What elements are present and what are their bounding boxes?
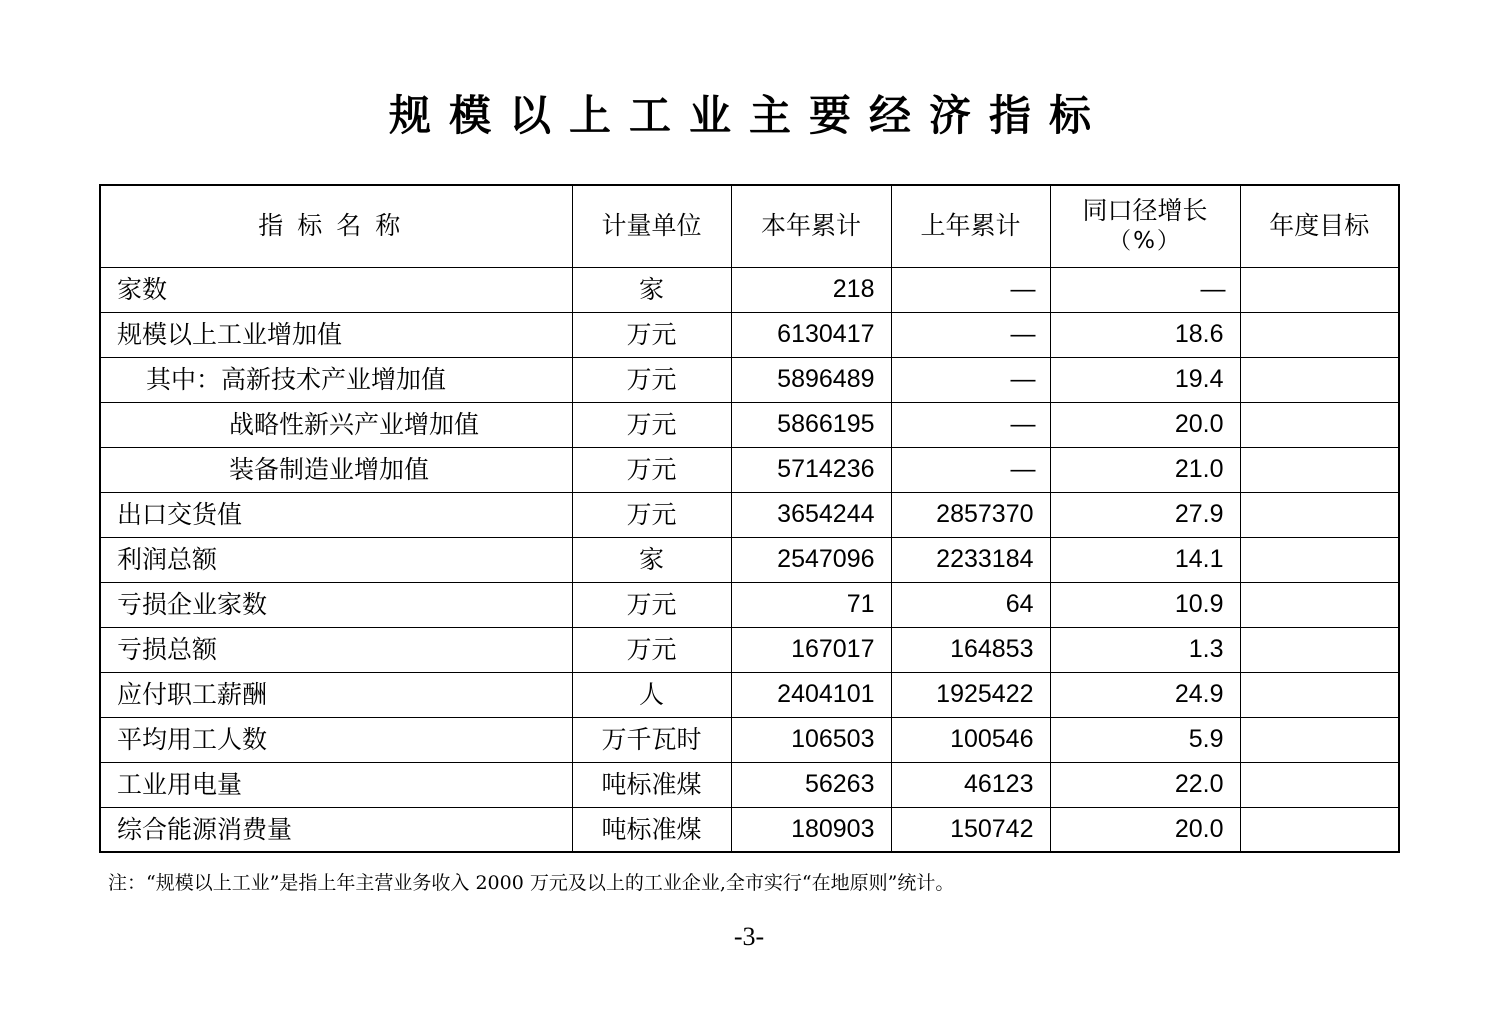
row-annual-target — [1240, 402, 1399, 447]
row-growth-value: 18.6 — [1050, 312, 1240, 357]
table-row — [100, 717, 1399, 762]
row-last-year-value: 164853 — [891, 627, 1050, 672]
row-unit: 万元 — [572, 492, 731, 537]
row-unit: 万千瓦时 — [572, 717, 731, 762]
row-indicator-name: 战略性新兴产业增加值 — [100, 402, 572, 447]
row-unit: 吨标准煤 — [572, 807, 731, 852]
row-current-year-value: 6130417 — [731, 312, 891, 357]
row-last-year-value: 100546 — [891, 717, 1050, 762]
row-indicator-name: 平均用工人数 — [100, 717, 572, 762]
row-growth-value: 24.9 — [1050, 672, 1240, 717]
row-indicator-name: 亏损企业家数 — [100, 582, 572, 627]
row-growth-value: 10.9 — [1050, 582, 1240, 627]
row-unit: 吨标准煤 — [572, 762, 731, 807]
row-unit: 家 — [572, 267, 731, 312]
header-last-year: 上年累计 — [891, 185, 1050, 267]
row-unit: 万元 — [572, 312, 731, 357]
row-last-year-value: — — [891, 267, 1050, 312]
row-unit: 万元 — [572, 357, 731, 402]
header-current-year: 本年累计 — [731, 185, 891, 267]
footnote: 注：“规模以上工业”是指上年主营业务收入 2000 万元及以上的工业企业,全市实行“在地原则”统计。 — [108, 872, 955, 894]
row-annual-target — [1240, 492, 1399, 537]
row-current-year-value: 3654244 — [731, 492, 891, 537]
row-growth-value: 14.1 — [1050, 537, 1240, 582]
row-annual-target — [1240, 717, 1399, 762]
table-row — [100, 357, 1399, 402]
table-row — [100, 762, 1399, 807]
row-indicator-name: 应付职工薪酬 — [100, 672, 572, 717]
row-last-year-value: 2233184 — [891, 537, 1050, 582]
table-row — [100, 492, 1399, 537]
row-indicator-name: 其中：高新技术产业增加值 — [100, 357, 572, 402]
row-current-year-value: 5714236 — [731, 447, 891, 492]
row-growth-value: — — [1050, 267, 1240, 312]
row-indicator-name: 规模以上工业增加值 — [100, 312, 572, 357]
header-annual-target: 年度目标 — [1240, 185, 1399, 267]
row-annual-target — [1240, 447, 1399, 492]
table-row — [100, 672, 1399, 717]
row-current-year-value: 5866195 — [731, 402, 891, 447]
row-last-year-value: 150742 — [891, 807, 1050, 852]
row-indicator-name: 出口交货值 — [100, 492, 572, 537]
row-indicator-name: 综合能源消费量 — [100, 807, 572, 852]
indicator-table — [99, 184, 1400, 853]
row-growth-value: 27.9 — [1050, 492, 1240, 537]
table-row — [100, 807, 1399, 852]
row-last-year-value: 1925422 — [891, 672, 1050, 717]
row-annual-target — [1240, 267, 1399, 312]
row-growth-value: 20.0 — [1050, 402, 1240, 447]
row-growth-value: 22.0 — [1050, 762, 1240, 807]
header-indicator-name: 指标名称 — [100, 185, 572, 267]
row-last-year-value: 64 — [891, 582, 1050, 627]
row-annual-target — [1240, 312, 1399, 357]
table-row — [100, 582, 1399, 627]
row-current-year-value: 180903 — [731, 807, 891, 852]
row-last-year-value: — — [891, 312, 1050, 357]
table-row — [100, 537, 1399, 582]
row-growth-value: 21.0 — [1050, 447, 1240, 492]
row-current-year-value: 218 — [731, 267, 891, 312]
header-unit: 计量单位 — [572, 185, 731, 267]
row-current-year-value: 5896489 — [731, 357, 891, 402]
row-annual-target — [1240, 537, 1399, 582]
row-unit: 万元 — [572, 447, 731, 492]
row-unit: 人 — [572, 672, 731, 717]
row-unit: 万元 — [572, 402, 731, 447]
page-title: 规模以上工业主要经济指标 — [388, 91, 1109, 140]
row-annual-target — [1240, 807, 1399, 852]
row-last-year-value: 46123 — [891, 762, 1050, 807]
row-annual-target — [1240, 672, 1399, 717]
row-last-year-value: — — [891, 402, 1050, 447]
row-annual-target — [1240, 357, 1399, 402]
page-number: -3- — [733, 922, 765, 951]
row-current-year-value: 2547096 — [731, 537, 891, 582]
row-current-year-value: 167017 — [731, 627, 891, 672]
row-annual-target — [1240, 627, 1399, 672]
row-last-year-value: 2857370 — [891, 492, 1050, 537]
table-body — [100, 267, 1399, 852]
row-current-year-value: 2404101 — [731, 672, 891, 717]
row-indicator-name: 装备制造业增加值 — [100, 447, 572, 492]
header-growth-label: 同口径增长 — [1082, 196, 1208, 226]
row-unit: 万元 — [572, 582, 731, 627]
table-row — [100, 312, 1399, 357]
row-indicator-name: 家数 — [100, 267, 572, 312]
table-row — [100, 267, 1399, 312]
row-unit: 万元 — [572, 627, 731, 672]
table-header-row — [100, 185, 1399, 267]
row-growth-value: 20.0 — [1050, 807, 1240, 852]
table-row — [100, 627, 1399, 672]
row-last-year-value: — — [891, 447, 1050, 492]
row-current-year-value: 71 — [731, 582, 891, 627]
header-growth-unit: （%） — [1108, 228, 1182, 255]
header-growth — [1050, 185, 1240, 267]
row-growth-value: 5.9 — [1050, 717, 1240, 762]
row-last-year-value: — — [891, 357, 1050, 402]
table-row — [100, 447, 1399, 492]
table-row — [100, 402, 1399, 447]
row-current-year-value: 56263 — [731, 762, 891, 807]
row-annual-target — [1240, 582, 1399, 627]
row-current-year-value: 106503 — [731, 717, 891, 762]
row-indicator-name: 工业用电量 — [100, 762, 572, 807]
row-growth-value: 1.3 — [1050, 627, 1240, 672]
row-unit: 家 — [572, 537, 731, 582]
row-growth-value: 19.4 — [1050, 357, 1240, 402]
row-indicator-name: 利润总额 — [100, 537, 572, 582]
row-annual-target — [1240, 762, 1399, 807]
row-indicator-name: 亏损总额 — [100, 627, 572, 672]
